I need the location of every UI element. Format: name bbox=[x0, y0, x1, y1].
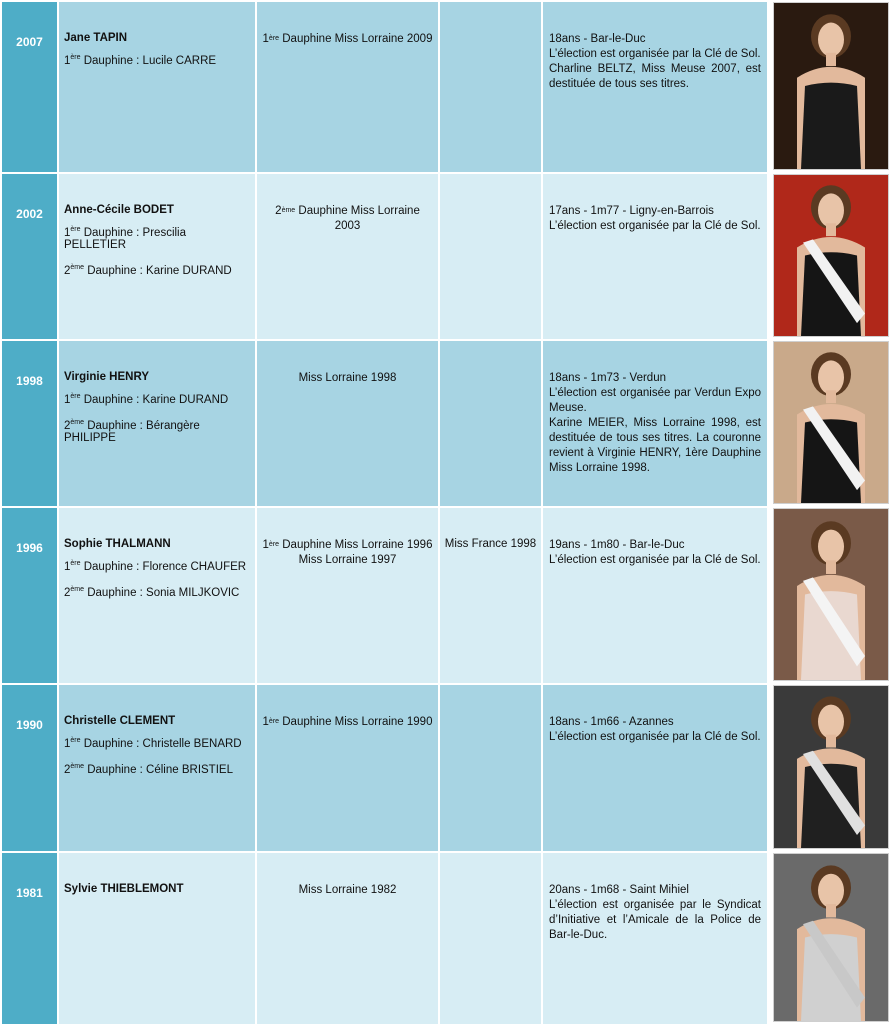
ordinal-suffix: ère bbox=[70, 226, 81, 233]
ordinal-suffix: ère bbox=[70, 737, 81, 744]
year-cell: 1998 bbox=[1, 340, 58, 507]
ordinal-suffix: ère bbox=[268, 541, 280, 548]
regional-titles-cell bbox=[256, 340, 439, 507]
winner-name: Christelle CLEMENT bbox=[64, 715, 176, 727]
photo-frame bbox=[773, 174, 889, 337]
ordinal-number: 1 bbox=[262, 539, 269, 551]
ordinal-number: 1 bbox=[64, 227, 71, 239]
dauphine-entry bbox=[64, 227, 251, 251]
regional-titles-cell bbox=[256, 852, 439, 1025]
title-text: Dauphine : Lucile CARRE bbox=[80, 55, 217, 67]
ordinal-number: 2 bbox=[64, 587, 71, 599]
info-line: L’élection est organisée par la Clé de Sol. bbox=[549, 554, 761, 566]
table-row bbox=[1, 1, 894, 173]
year-cell: 2002 bbox=[1, 173, 58, 340]
dauphine-entry bbox=[64, 764, 251, 776]
table-row bbox=[1, 340, 894, 507]
national-title-cell bbox=[439, 684, 542, 852]
winner-name: Sylvie THIEBLEMONT bbox=[64, 883, 184, 895]
ordinal-number: 2 bbox=[64, 420, 71, 432]
ordinal-suffix: ère bbox=[268, 718, 280, 725]
table-row bbox=[1, 173, 894, 340]
title-text: Dauphine : Christelle BENARD bbox=[80, 738, 242, 750]
table-row bbox=[1, 684, 894, 852]
table-row bbox=[1, 852, 894, 1025]
national-title-cell bbox=[439, 173, 542, 340]
national-title-cell bbox=[439, 852, 542, 1025]
winner-name: Sophie THALMANN bbox=[64, 538, 171, 550]
info-line: Charline BELTZ, Miss Meuse 2007, est destituée de tous ses titres. bbox=[549, 63, 761, 90]
photo-frame bbox=[773, 341, 889, 504]
contestant-photo bbox=[774, 686, 888, 848]
info-cell bbox=[542, 340, 768, 507]
info-line: Karine MEIER, Miss Lorraine 1998, est destituée de tous ses titres. La couronne revient à Virginie HENRY, 1ère Dauphine Miss Lorraine 1998. bbox=[549, 417, 761, 474]
title-text: Dauphine : Sonia MILJKOVIC bbox=[84, 587, 240, 599]
info-cell bbox=[542, 684, 768, 852]
dauphine-entry bbox=[64, 738, 251, 750]
dauphine-entry bbox=[64, 561, 251, 573]
national-title-cell bbox=[439, 1, 542, 173]
ordinal-number: 1 bbox=[262, 33, 269, 45]
ordinal-suffix: ère bbox=[70, 393, 81, 400]
info-line: L’élection est organisée par la Clé de Sol. bbox=[549, 220, 761, 232]
winner-name: Anne-Cécile BODET bbox=[64, 204, 174, 216]
regional-title bbox=[261, 553, 434, 568]
ordinal-number: 1 bbox=[64, 394, 71, 406]
ordinal-number: 1 bbox=[64, 738, 71, 750]
info-cell bbox=[542, 1, 768, 173]
regional-titles-cell bbox=[256, 1, 439, 173]
title-text: Dauphine : Bérangère PHILIPPE bbox=[64, 420, 200, 444]
photo-cell bbox=[768, 852, 894, 1025]
ordinal-suffix: ème bbox=[70, 763, 85, 770]
table-row bbox=[1, 507, 894, 684]
name-cell bbox=[58, 684, 256, 852]
ordinal-suffix: ère bbox=[70, 560, 81, 567]
title-text: Miss Lorraine 1982 bbox=[298, 884, 397, 896]
dauphine-entry bbox=[64, 420, 251, 444]
title-text: Dauphine Miss Lorraine 1996 bbox=[279, 539, 433, 551]
ordinal-number: 1 bbox=[262, 716, 269, 728]
photo-frame bbox=[773, 853, 889, 1022]
info-line: 19ans - 1m80 - Bar-le-Duc bbox=[549, 539, 685, 551]
dauphine-entry bbox=[64, 394, 251, 406]
info-line: L’élection est organisée par la Clé de Sol. bbox=[549, 731, 761, 743]
ordinal-suffix: ère bbox=[70, 54, 81, 61]
contestant-photo bbox=[774, 342, 888, 503]
info-cell bbox=[542, 852, 768, 1025]
contestant-photo bbox=[774, 3, 888, 169]
regional-titles-cell bbox=[256, 507, 439, 684]
regional-title bbox=[261, 715, 434, 730]
year-cell: 2007 bbox=[1, 1, 58, 173]
name-cell bbox=[58, 173, 256, 340]
regional-title bbox=[261, 538, 434, 553]
ordinal-number: 1 bbox=[64, 55, 71, 67]
title-text: Dauphine : Céline BRISTIEL bbox=[84, 764, 233, 776]
dauphine-entry bbox=[64, 55, 251, 67]
info-line: 18ans - Bar-le-Duc bbox=[549, 33, 646, 45]
title-text: Dauphine Miss Lorraine 2009 bbox=[279, 33, 433, 45]
title-text: Dauphine : Florence CHAUFER bbox=[80, 561, 247, 573]
year-cell: 1990 bbox=[1, 684, 58, 852]
photo-cell bbox=[768, 507, 894, 684]
photo-cell bbox=[768, 173, 894, 340]
title-text: Dauphine Miss Lorraine 1990 bbox=[279, 716, 433, 728]
regional-title bbox=[261, 883, 434, 898]
info-line: L’élection est organisée par Verdun Expo Meuse. bbox=[549, 387, 761, 414]
title-text: Dauphine Miss Lorraine 2003 bbox=[295, 205, 420, 232]
title-text: Miss Lorraine 1998 bbox=[298, 372, 397, 384]
ordinal-suffix: ème bbox=[70, 586, 85, 593]
name-cell bbox=[58, 852, 256, 1025]
info-line: 18ans - 1m73 - Verdun bbox=[549, 372, 666, 384]
title-text: Miss Lorraine 1997 bbox=[298, 554, 397, 566]
regional-titles-cell bbox=[256, 173, 439, 340]
regional-title bbox=[261, 204, 434, 234]
year-cell: 1996 bbox=[1, 507, 58, 684]
ordinal-number: 2 bbox=[275, 205, 282, 217]
national-title-cell: Miss France 1998 bbox=[439, 507, 542, 684]
photo-cell bbox=[768, 1, 894, 173]
name-cell bbox=[58, 1, 256, 173]
photo-frame bbox=[773, 685, 889, 849]
ordinal-suffix: ème bbox=[281, 207, 296, 214]
photo-frame bbox=[773, 2, 889, 170]
info-cell bbox=[542, 173, 768, 340]
title-text: Dauphine : Prescilia PELLETIER bbox=[64, 227, 187, 251]
info-line: L’élection est organisée par la Clé de Sol. bbox=[549, 48, 761, 60]
photo-cell bbox=[768, 340, 894, 507]
title-text: Dauphine : Karine DURAND bbox=[80, 394, 229, 406]
info-line: 17ans - 1m77 - Ligny-en-Barrois bbox=[549, 205, 714, 217]
year-cell: 1981 bbox=[1, 852, 58, 1025]
dauphine-entry bbox=[64, 587, 251, 599]
ordinal-number: 1 bbox=[64, 561, 71, 573]
ordinal-suffix: ème bbox=[70, 264, 85, 271]
ordinal-number: 2 bbox=[64, 265, 71, 277]
contestant-photo bbox=[774, 509, 888, 680]
contestant-photo bbox=[774, 854, 888, 1021]
info-line: 18ans - 1m66 - Azannes bbox=[549, 716, 674, 728]
ordinal-number: 2 bbox=[64, 764, 71, 776]
winner-name: Jane TAPIN bbox=[64, 32, 128, 44]
info-cell bbox=[542, 507, 768, 684]
regional-title bbox=[261, 371, 434, 386]
ordinal-suffix: ème bbox=[70, 419, 85, 426]
info-line: L’élection est organisée par le Syndicat d’Initiative et l’Amicale de la Police de Bar-le-Duc. bbox=[549, 899, 761, 941]
regional-title bbox=[261, 32, 434, 47]
photo-cell bbox=[768, 684, 894, 852]
ordinal-suffix: ère bbox=[268, 35, 280, 42]
contestant-photo bbox=[774, 175, 888, 336]
info-line: 20ans - 1m68 - Saint Mihiel bbox=[549, 884, 689, 896]
name-cell bbox=[58, 340, 256, 507]
name-cell bbox=[58, 507, 256, 684]
winner-name: Virginie HENRY bbox=[64, 371, 149, 383]
title-text: Dauphine : Karine DURAND bbox=[84, 265, 232, 277]
dauphine-entry bbox=[64, 265, 251, 277]
regional-titles-cell bbox=[256, 684, 439, 852]
national-title-cell bbox=[439, 340, 542, 507]
photo-frame bbox=[773, 508, 889, 681]
